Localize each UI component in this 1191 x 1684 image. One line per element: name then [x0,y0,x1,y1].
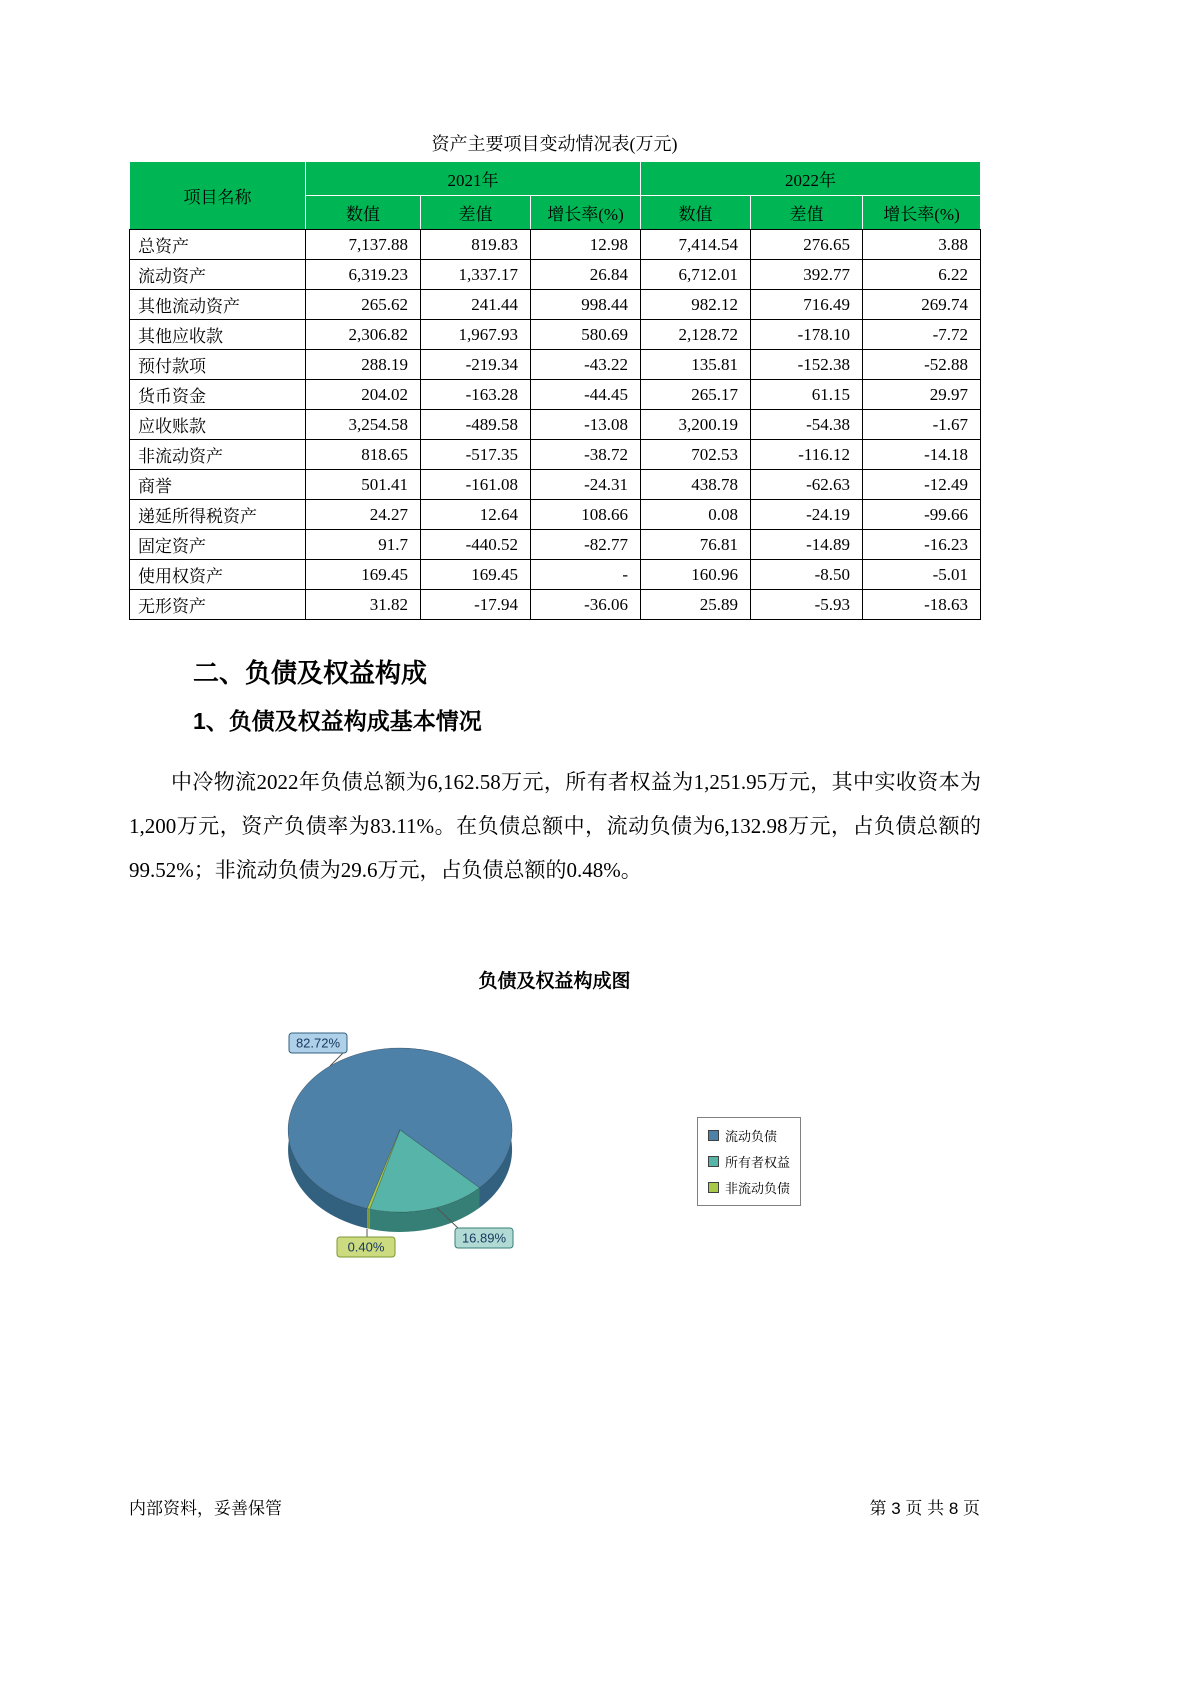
pie-chart [129,1005,980,1325]
row-label: 应收账款 [130,410,306,440]
header-diff-2021: 差值 [421,196,531,230]
cell-value: -517.35 [421,440,531,470]
cell-value: 25.89 [641,590,751,620]
legend-label: 所有者权益 [725,1155,791,1170]
chart-legend [697,1117,801,1206]
cell-value: 702.53 [641,440,751,470]
cell-value: 1,337.17 [421,260,531,290]
cell-value: -489.58 [421,410,531,440]
row-label: 总资产 [130,230,306,260]
table-row [130,560,981,590]
pie-slice-wall [367,1208,370,1229]
cell-value: 3.88 [863,230,981,260]
cell-value: -62.63 [751,470,863,500]
table-row [130,530,981,560]
cell-value: 6,319.23 [306,260,421,290]
cell-value: 716.49 [751,290,863,320]
legend-swatch-icon [708,1156,719,1167]
cell-value: -178.10 [751,320,863,350]
cell-value: 2,306.82 [306,320,421,350]
header-value-2022: 数值 [641,196,751,230]
cell-value: -161.08 [421,470,531,500]
cell-value: -24.19 [751,500,863,530]
cell-value: 12.64 [421,500,531,530]
cell-value: 392.77 [751,260,863,290]
cell-value: 819.83 [421,230,531,260]
cell-value: 265.62 [306,290,421,320]
cell-value: -16.23 [863,530,981,560]
cell-value: - [531,560,641,590]
table-row [130,590,981,620]
cell-value: 580.69 [531,320,641,350]
row-label: 无形资产 [130,590,306,620]
cell-value: 24.27 [306,500,421,530]
cell-value: 241.44 [421,290,531,320]
cell-value: -163.28 [421,380,531,410]
cell-value: 91.7 [306,530,421,560]
callout-label: 82.72% [295,1035,341,1051]
cell-value: -8.50 [751,560,863,590]
row-label: 预付款项 [130,350,306,380]
pie-chart-area [129,1005,980,1325]
cell-value: 2,128.72 [641,320,751,350]
legend-swatch-icon [708,1182,719,1193]
legend-item [708,1152,790,1171]
cell-value: 31.82 [306,590,421,620]
chart-title: 负债及权益构成图 [478,971,631,992]
header-growth-2022: 增长率(%) [863,196,981,230]
callout-label: 16.89% [461,1230,507,1246]
table-header [130,162,981,230]
cell-value: 135.81 [641,350,751,380]
row-label: 其他应收款 [130,320,306,350]
cell-value: -5.01 [863,560,981,590]
legend-item [708,1126,790,1145]
callout-label: 0.40% [347,1239,385,1255]
cell-value: 61.15 [751,380,863,410]
subsection-heading: 1、负债及权益构成基本情况 [193,708,482,734]
row-label: 递延所得税资产 [130,500,306,530]
cell-value: 438.78 [641,470,751,500]
cell-value: 3,200.19 [641,410,751,440]
header-year-2022: 2022年 [641,162,981,196]
header-growth-2021: 增长率(%) [531,196,641,230]
table-row [130,440,981,470]
cell-value: -17.94 [421,590,531,620]
cell-value: -1.67 [863,410,981,440]
cell-value: -7.72 [863,320,981,350]
cell-value: 29.97 [863,380,981,410]
cell-value: -38.72 [531,440,641,470]
row-label: 商誉 [130,470,306,500]
cell-value: -14.89 [751,530,863,560]
body-paragraph: 中冷物流2022年负债总额为6,162.58万元，所有者权益为1,251.95万元，其中实收资本为1,200万元，资产负债率为83.11%。在负债总额中，流动负债为6,132.98万元，占负债总额的99.52%；非流动负债为29.6万元，占负债总额的0.48%。 [129,770,981,882]
cell-value: -43.22 [531,350,641,380]
table-row [130,290,981,320]
row-label: 非流动资产 [130,440,306,470]
cell-value: -440.52 [421,530,531,560]
header-value-2021: 数值 [306,196,421,230]
table-row [130,470,981,500]
cell-value: 982.12 [641,290,751,320]
section-heading: 二、负债及权益构成 [193,658,428,688]
cell-value: 0.08 [641,500,751,530]
legend-swatch-icon [708,1130,719,1141]
cell-value: 169.45 [306,560,421,590]
table-title: 资产主要项目变动情况表(万元) [431,134,678,154]
cell-value: 169.45 [421,560,531,590]
legend-label: 流动负债 [725,1129,778,1144]
cell-value: -152.38 [751,350,863,380]
cell-value: 7,137.88 [306,230,421,260]
header-item-name: 项目名称 [130,162,306,230]
table-row [130,500,981,530]
row-label: 使用权资产 [130,560,306,590]
cell-value: 276.65 [751,230,863,260]
table-row [130,350,981,380]
cell-value: 501.41 [306,470,421,500]
table-row [130,410,981,440]
cell-value: 76.81 [641,530,751,560]
cell-value: -99.66 [863,500,981,530]
cell-value: 998.44 [531,290,641,320]
cell-value: 288.19 [306,350,421,380]
cell-value: 265.17 [641,380,751,410]
cell-value: -44.45 [531,380,641,410]
row-label: 固定资产 [130,530,306,560]
cell-value: 7,414.54 [641,230,751,260]
cell-value: 108.66 [531,500,641,530]
cell-value: -36.06 [531,590,641,620]
legend-item [708,1178,790,1197]
legend-label: 非流动负债 [725,1181,791,1196]
cell-value: 818.65 [306,440,421,470]
footer-confidential: 内部资料，妥善保管 [129,1499,282,1518]
cell-value: 269.74 [863,290,981,320]
cell-value: 26.84 [531,260,641,290]
cell-value: -24.31 [531,470,641,500]
cell-value: 3,254.58 [306,410,421,440]
cell-value: -219.34 [421,350,531,380]
row-label: 货币资金 [130,380,306,410]
cell-value: 6,712.01 [641,260,751,290]
table-row [130,380,981,410]
cell-value: 12.98 [531,230,641,260]
table-row [130,230,981,260]
cell-value: -13.08 [531,410,641,440]
cell-value: -18.63 [863,590,981,620]
cell-value: -54.38 [751,410,863,440]
header-year-2021: 2021年 [306,162,641,196]
cell-value: 204.02 [306,380,421,410]
cell-value: -52.88 [863,350,981,380]
cell-value: -14.18 [863,440,981,470]
cell-value: 6.22 [863,260,981,290]
cell-value: -82.77 [531,530,641,560]
footer-page-number: 第 3 页 共 8 页 [869,1499,980,1518]
cell-value: -12.49 [863,470,981,500]
cell-value: -5.93 [751,590,863,620]
cell-value: 160.96 [641,560,751,590]
cell-value: 1,967.93 [421,320,531,350]
table-row [130,260,981,290]
row-label: 流动资产 [130,260,306,290]
header-diff-2022: 差值 [751,196,863,230]
asset-change-table [129,161,981,620]
row-label: 其他流动资产 [130,290,306,320]
cell-value: -116.12 [751,440,863,470]
table-row [130,320,981,350]
